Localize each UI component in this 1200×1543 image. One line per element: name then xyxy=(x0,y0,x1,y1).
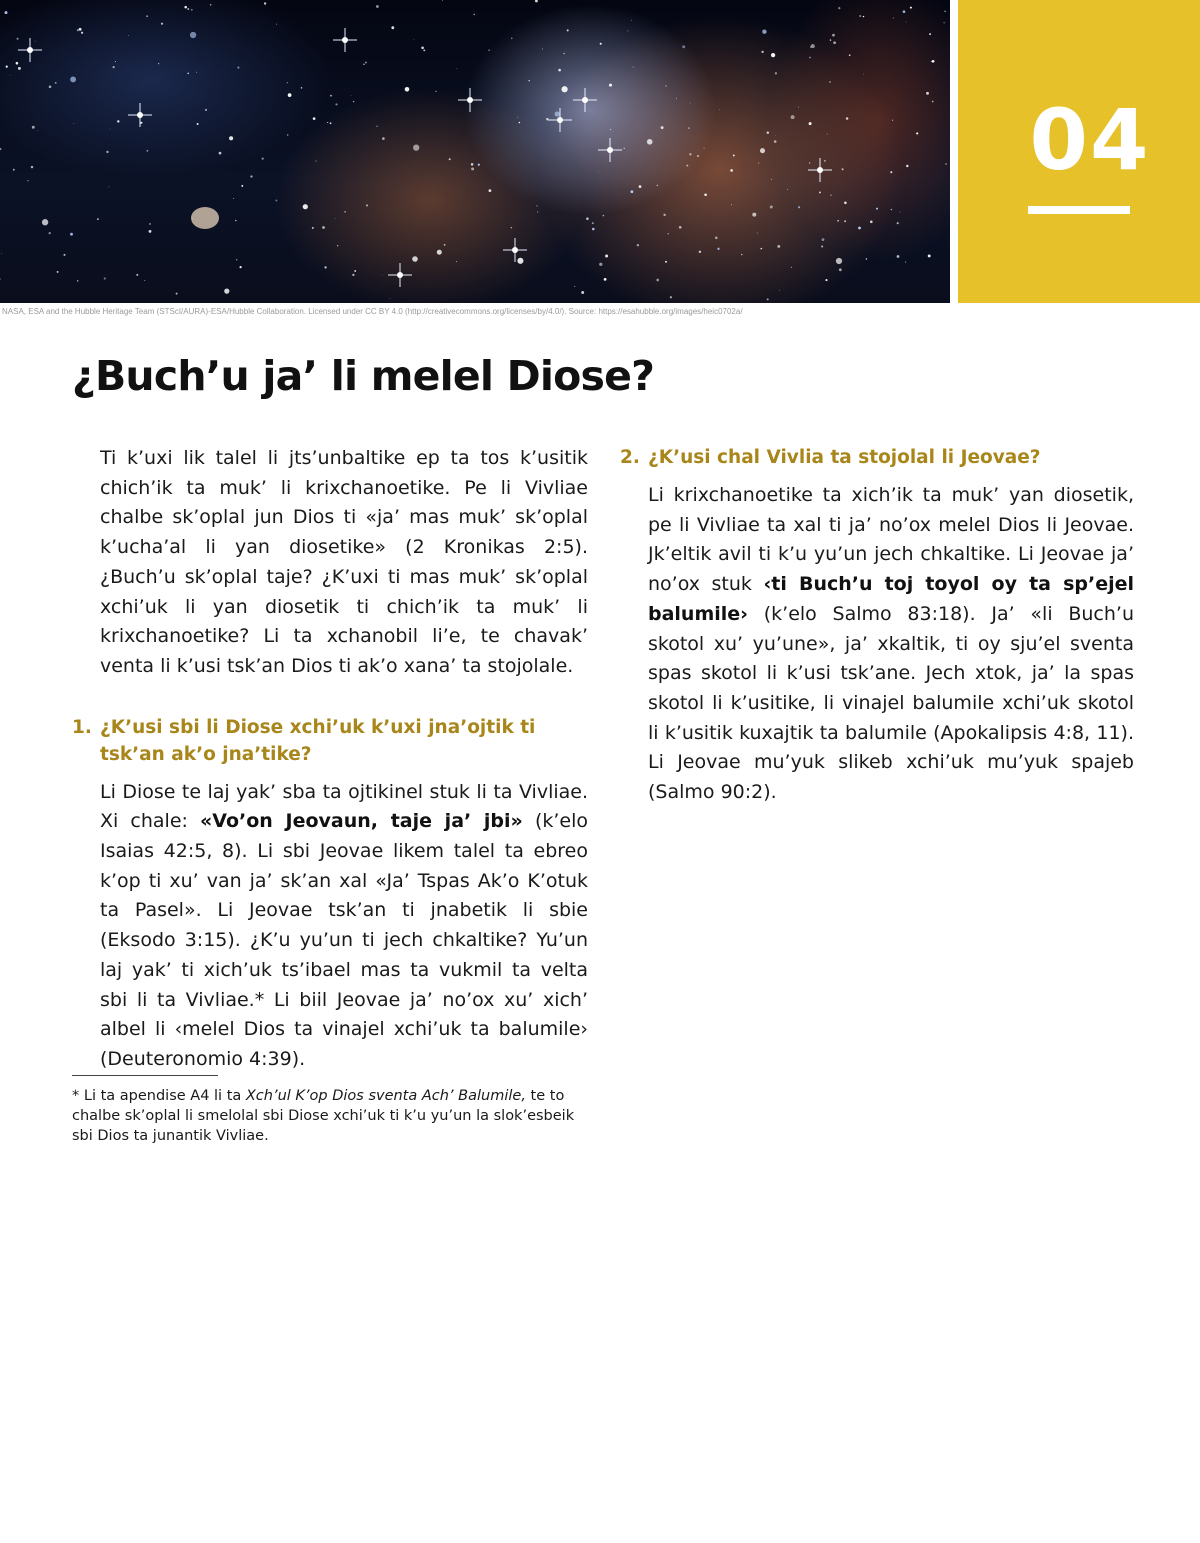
star xyxy=(344,211,346,213)
star xyxy=(337,245,338,246)
star xyxy=(870,221,873,224)
star xyxy=(511,227,513,229)
star xyxy=(610,129,611,130)
star xyxy=(603,215,605,217)
star xyxy=(313,117,316,120)
star xyxy=(932,60,935,63)
star xyxy=(330,95,332,97)
star xyxy=(264,2,266,4)
star xyxy=(916,132,918,134)
star xyxy=(798,107,799,108)
star xyxy=(825,279,827,281)
star xyxy=(104,277,106,279)
star xyxy=(457,68,458,69)
star xyxy=(670,296,672,298)
chapter-underline xyxy=(1028,206,1130,214)
star xyxy=(859,15,861,17)
star xyxy=(435,91,436,92)
star xyxy=(456,261,457,262)
star xyxy=(81,32,83,34)
star xyxy=(113,66,115,68)
star xyxy=(656,279,659,282)
section-2-text-after: (k’elo Salmo 83:18). Ja’ «li Buch’u skotol xu’ yu’une», ja’ xkaltik, ti oy sju’el sventa spas skotol li k’usi tsk’ane. Jech xtok, ja’ la spas skotol li k’usitike, li vinajel balumile xchi’uk skotol li k’usitik kuxajtik ta balumile (Apokalipsis 4:8, 11). Li Jeovae mu’yuk slikeb xchi’uk mu’yuk spajeb (Salmo 90:2). xyxy=(648,602,1134,804)
star xyxy=(366,204,368,206)
bright-star xyxy=(808,158,832,182)
star xyxy=(517,258,523,264)
star xyxy=(661,126,664,129)
hero-image-nebula xyxy=(0,0,950,303)
star xyxy=(592,222,594,224)
spiral-galaxy xyxy=(191,207,219,229)
star xyxy=(771,53,775,57)
star xyxy=(600,43,602,45)
section-1-text-before: Li Diose te laj yak’ sba ta ojtikinel stuk li ta Vivliae. Xi chale: xyxy=(100,780,588,833)
star xyxy=(149,223,151,225)
star xyxy=(414,39,415,40)
star xyxy=(563,53,565,55)
star xyxy=(809,122,812,125)
footnote-book-title: Xch’ul K’op Dios sventa Ach’ Balumile, xyxy=(245,1088,526,1104)
star xyxy=(233,198,234,199)
star xyxy=(365,62,367,64)
star xyxy=(301,87,302,88)
star xyxy=(205,109,207,111)
star xyxy=(791,115,795,119)
star xyxy=(0,278,1,279)
star xyxy=(32,126,35,129)
star xyxy=(128,35,129,36)
star xyxy=(444,244,446,246)
star xyxy=(79,28,82,31)
star xyxy=(176,293,178,295)
star xyxy=(390,298,391,299)
star xyxy=(775,72,777,74)
star xyxy=(699,251,701,253)
star xyxy=(906,165,908,167)
star xyxy=(830,39,831,40)
star xyxy=(787,189,788,190)
star xyxy=(760,148,765,153)
star xyxy=(715,236,718,239)
bright-star xyxy=(548,108,572,132)
star xyxy=(351,95,352,96)
star xyxy=(858,227,861,230)
star xyxy=(631,190,634,193)
star xyxy=(287,134,288,135)
star xyxy=(352,274,354,276)
star xyxy=(423,49,425,51)
star xyxy=(196,72,197,73)
star xyxy=(237,67,239,69)
star xyxy=(335,218,336,219)
star xyxy=(774,140,777,143)
star xyxy=(55,82,57,84)
bright-star xyxy=(333,28,357,52)
star xyxy=(599,263,602,266)
star xyxy=(489,189,492,192)
star xyxy=(262,157,264,159)
star xyxy=(49,85,52,88)
star xyxy=(229,136,233,140)
star xyxy=(767,131,769,133)
star xyxy=(849,54,851,56)
star xyxy=(609,84,612,87)
star xyxy=(146,15,148,17)
star xyxy=(110,129,111,130)
star xyxy=(897,222,899,224)
star xyxy=(798,206,800,208)
star xyxy=(442,0,443,1)
star xyxy=(437,250,442,255)
star xyxy=(627,30,628,31)
star xyxy=(832,34,835,37)
star xyxy=(663,214,665,216)
star xyxy=(605,255,608,258)
bright-star xyxy=(573,88,597,112)
star xyxy=(276,24,277,25)
star xyxy=(412,256,418,262)
star xyxy=(639,185,642,188)
star xyxy=(70,76,76,82)
star xyxy=(97,218,99,220)
star xyxy=(115,61,116,62)
star xyxy=(752,213,756,217)
star xyxy=(558,69,561,72)
star xyxy=(535,0,538,2)
bright-star xyxy=(458,88,482,112)
star xyxy=(224,288,229,293)
star xyxy=(905,262,906,263)
star xyxy=(810,46,811,47)
star xyxy=(1,253,2,254)
star xyxy=(668,233,669,234)
star xyxy=(49,232,51,234)
bright-star xyxy=(388,263,412,287)
star xyxy=(471,167,474,170)
star xyxy=(57,271,59,273)
star xyxy=(581,291,584,294)
section-2-text-before: Li krixchanoetike ta xich’ik ta muk’ yan diosetik, pe li Vivliae ta xal ti ja’ no’ox melel Dios li Jeovae. Jk’eltik avil ti k’u yu’un jech chkaltike. Li Jeovae ja’ no’ox stuk xyxy=(648,484,1134,596)
right-column xyxy=(620,444,1134,808)
star xyxy=(733,154,735,156)
star xyxy=(839,268,842,271)
star xyxy=(846,117,849,120)
star xyxy=(376,5,379,8)
star xyxy=(63,254,65,256)
star xyxy=(833,41,836,44)
star xyxy=(824,160,826,162)
star xyxy=(140,122,142,124)
star xyxy=(17,38,19,40)
bright-star xyxy=(18,38,42,62)
star xyxy=(184,6,187,9)
star xyxy=(542,48,543,49)
star xyxy=(665,85,666,86)
star xyxy=(809,57,811,59)
star xyxy=(288,93,292,97)
star xyxy=(335,103,337,105)
star xyxy=(517,117,518,118)
star xyxy=(891,209,893,211)
star xyxy=(633,67,634,68)
bright-star xyxy=(128,103,152,127)
star xyxy=(13,169,15,171)
star xyxy=(303,204,308,209)
star xyxy=(598,172,599,173)
star xyxy=(275,200,277,202)
star xyxy=(717,248,719,250)
star xyxy=(322,226,325,229)
star xyxy=(604,278,607,281)
star xyxy=(697,155,699,157)
section-1-paragraph xyxy=(72,778,588,1075)
star xyxy=(704,193,707,196)
star xyxy=(890,171,892,173)
chapter-number: 04 xyxy=(1029,91,1151,189)
star xyxy=(77,280,78,281)
star xyxy=(250,175,252,177)
star xyxy=(0,148,1,150)
star xyxy=(363,63,365,65)
footnote-prefix: * Li ta apendise A4 li ta xyxy=(72,1088,246,1104)
section-2-heading-text: ¿K’usi chal Vivlia ta stojolal li Jeovae? xyxy=(648,447,1041,468)
star xyxy=(836,258,842,264)
star xyxy=(741,254,742,255)
star xyxy=(421,47,424,50)
star xyxy=(676,98,677,99)
star xyxy=(149,230,152,233)
star xyxy=(624,148,625,149)
star xyxy=(287,82,288,83)
star xyxy=(731,204,732,205)
star xyxy=(235,220,237,222)
star xyxy=(838,7,840,9)
star xyxy=(863,16,864,17)
star xyxy=(704,148,705,149)
star xyxy=(473,14,475,16)
star xyxy=(10,75,11,76)
star xyxy=(863,74,864,75)
star xyxy=(108,186,109,187)
section-2-bold-quote: ‹ti Buch’u toj toyol oy ta sp’ejel balumile› xyxy=(648,573,1134,625)
star xyxy=(236,259,237,260)
star xyxy=(827,133,828,134)
star xyxy=(842,168,844,170)
star xyxy=(830,194,831,195)
star xyxy=(844,220,846,222)
section-1-bold-quote: «Vo’on Jeovaun, taje ja’ jbi» xyxy=(200,810,523,833)
star xyxy=(146,150,148,152)
star xyxy=(70,233,73,236)
star xyxy=(637,244,639,246)
star xyxy=(42,219,48,225)
star xyxy=(837,220,839,222)
star xyxy=(449,158,451,160)
star xyxy=(567,29,569,31)
star xyxy=(219,152,222,155)
star xyxy=(6,66,8,68)
star xyxy=(945,163,947,165)
star xyxy=(574,286,575,287)
star xyxy=(330,122,332,124)
star xyxy=(689,153,691,155)
footnote xyxy=(72,1086,592,1146)
star xyxy=(537,211,538,212)
star xyxy=(761,51,763,53)
star xyxy=(327,122,328,123)
star xyxy=(35,41,36,42)
star xyxy=(117,120,119,122)
star xyxy=(775,135,776,136)
star xyxy=(809,162,810,163)
star xyxy=(760,248,762,250)
star xyxy=(928,254,931,257)
star xyxy=(187,8,189,10)
star xyxy=(315,161,316,162)
star xyxy=(647,139,653,145)
chapter-badge xyxy=(958,0,1200,303)
star xyxy=(893,17,894,18)
star xyxy=(519,122,521,124)
star xyxy=(31,166,33,168)
star xyxy=(354,270,356,272)
star xyxy=(376,126,377,127)
star xyxy=(682,45,685,48)
star xyxy=(758,163,759,164)
star xyxy=(770,206,773,209)
star xyxy=(771,179,772,180)
star xyxy=(719,109,720,110)
star xyxy=(190,32,196,38)
star xyxy=(844,201,847,204)
star xyxy=(106,151,108,153)
star xyxy=(757,233,758,234)
section-1-number: 1. xyxy=(72,716,92,738)
star xyxy=(943,22,944,23)
starfield-graphic xyxy=(0,0,950,303)
star xyxy=(929,33,931,35)
left-column xyxy=(72,444,588,1075)
star xyxy=(5,11,8,14)
star xyxy=(37,130,38,131)
star xyxy=(791,267,792,268)
star xyxy=(686,165,688,167)
star xyxy=(657,185,658,186)
footnote-suffix: te to chalbe sk’oplal li smelolal sbi Diose xchi’uk ti k’u yu’un la slok’esbeik sbi Dios ta junantik Vivliae. xyxy=(72,1088,575,1144)
star xyxy=(822,238,825,241)
star xyxy=(926,92,929,95)
star xyxy=(187,72,189,74)
star xyxy=(897,255,900,258)
star xyxy=(210,4,212,6)
star xyxy=(413,144,419,150)
star xyxy=(690,103,691,104)
section-2-paragraph xyxy=(620,481,1134,808)
star xyxy=(906,22,907,23)
star xyxy=(561,86,567,92)
star xyxy=(779,290,780,291)
star xyxy=(16,62,19,65)
star xyxy=(762,30,766,34)
star xyxy=(511,38,512,39)
star xyxy=(488,50,489,51)
star xyxy=(382,275,383,276)
star xyxy=(811,44,815,48)
star xyxy=(866,258,867,259)
star xyxy=(586,217,589,220)
star xyxy=(767,298,769,300)
section-1-heading xyxy=(72,714,588,768)
bright-star xyxy=(503,238,527,262)
page-title: ¿Buch’u ja’ li melel Diose? xyxy=(72,352,655,400)
star xyxy=(932,101,934,103)
star xyxy=(528,80,529,81)
star xyxy=(471,163,473,165)
star xyxy=(241,185,243,187)
star xyxy=(191,9,193,11)
star xyxy=(536,205,537,206)
image-credit: NASA, ESA and the Hubble Heritage Team (STScI/AURA)-ESA/Hubble Collaboration. Licensed under CC BY 4.0 (http://creativecommons.org/licenses/by/4.0/). Source: https://esahubble.org/images/heic0702a/ xyxy=(2,307,743,316)
bright-star xyxy=(598,138,622,162)
star xyxy=(197,123,199,125)
star xyxy=(382,137,385,140)
star xyxy=(239,266,241,268)
intro-paragraph: Ti k’uxi lik talel li jts’unbaltike ep ta tos k’usitik chich’ik ta muk’ li krixchanoetike. Pe li Vivliae chalbe sk’oplal jun Dios ti «ja’ mas muk’ sk’oplal k’ucha’al li yan diosetike» (2 Kronikas 2:5). ¿Buch’u sk’oplal taje? ¿K’uxi ti mas muk’ sk’oplal xchi’uk li yan diosetik ti chich’ik ta muk’ li krixchanoetike? Li ta xchanobil li’e, te chavak’ venta li k’usi tsk’an Dios ti ak’o xana’ ta stojolale. xyxy=(100,447,588,677)
star xyxy=(592,228,595,231)
star xyxy=(821,246,823,248)
star xyxy=(136,274,138,276)
star xyxy=(665,261,667,263)
star xyxy=(900,212,901,213)
star xyxy=(829,81,831,83)
star xyxy=(688,127,689,128)
footnote-divider xyxy=(72,1075,218,1076)
star xyxy=(405,87,410,92)
star xyxy=(944,11,945,12)
star xyxy=(892,120,893,121)
star xyxy=(77,29,79,31)
section-1-text-after: (k’elo Isaias 42:5, 8). Li sbi Jeovae likem talel ta ebreo k’op ti xu’ van ja’ sk’an xal «Ja’ Tspas Ak’o K’otuk ta Pasel». Li Jeovae tsk’an ti jnabetik li sbie (Eksodo 3:15). ¿K’u yu’un ti jech chkaltike? Yu’un laj yak’ ti xich’uk ts’ibael mas ta vukmil ta velta sbi li ta Vivliae.* Li biil Jeovae ja’ no’ox xu’ xich’ albel li ‹melel Dios ta vinajel xchi’uk ta balumile› (Deuteronomio 4:39). xyxy=(100,810,588,1070)
star xyxy=(679,226,682,229)
star xyxy=(910,7,912,9)
star xyxy=(18,67,21,70)
star xyxy=(777,245,780,248)
star xyxy=(312,227,314,229)
star xyxy=(353,101,354,102)
star xyxy=(73,123,74,124)
star xyxy=(161,23,163,25)
star xyxy=(819,191,821,193)
star xyxy=(730,169,733,172)
star xyxy=(158,63,159,64)
section-2-heading xyxy=(620,444,1134,471)
star xyxy=(144,280,145,281)
section-1-heading-text: ¿K’usi sbi li Diose xchi’uk k’uxi jna’ojtik ti tsk’an ak’o jna’tike? xyxy=(100,716,536,765)
section-2-number: 2. xyxy=(620,447,640,468)
star xyxy=(27,180,28,181)
star xyxy=(324,266,326,268)
star xyxy=(876,208,878,210)
star xyxy=(903,10,906,13)
star xyxy=(555,111,560,116)
star xyxy=(631,20,632,21)
star xyxy=(478,164,480,166)
star xyxy=(391,26,394,29)
